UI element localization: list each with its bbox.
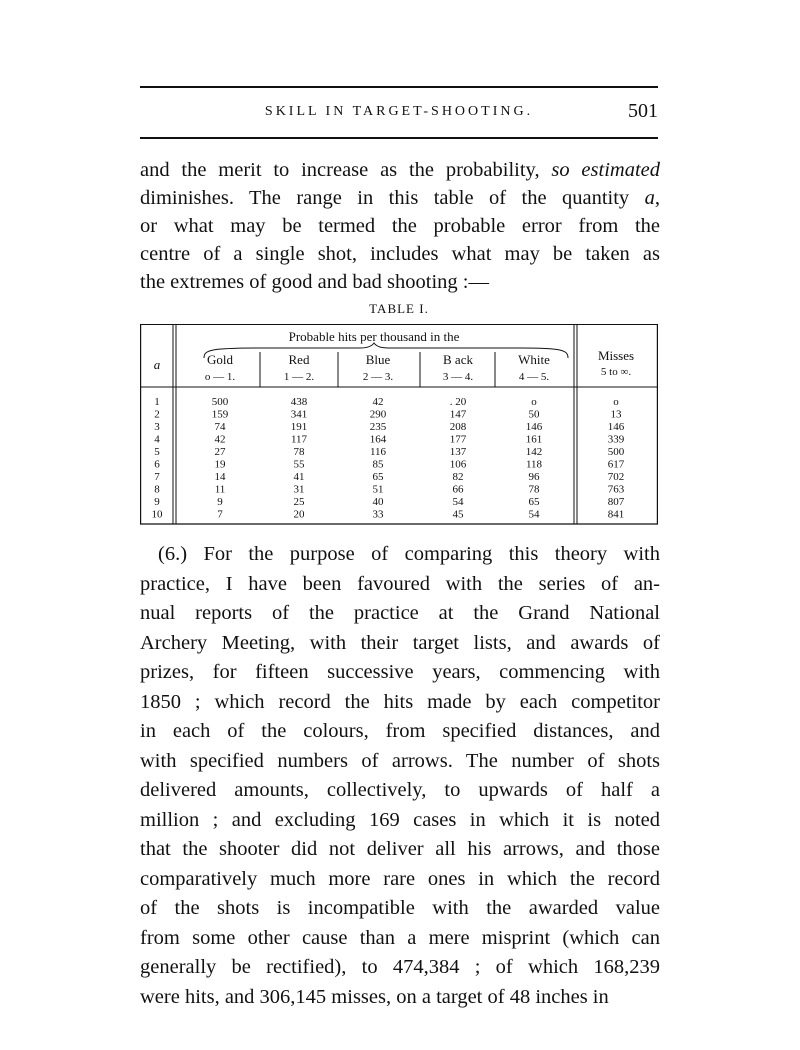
table-cell: 14	[214, 471, 226, 483]
table-cell: 146	[525, 421, 543, 433]
table-cell: 41	[293, 471, 305, 483]
text-line: prizes, for fifteen successive years, commencing with	[140, 661, 660, 683]
table-cell: 42	[214, 433, 226, 446]
table-cell: o	[613, 396, 619, 408]
table-cell: 117	[290, 433, 308, 446]
text-line: Archery Meeting, with their target lists, and awards of	[140, 631, 660, 654]
table-cell: 147	[449, 408, 467, 421]
table-cell: 65	[528, 496, 540, 508]
table-cell: 208	[449, 421, 467, 433]
table-cell: 146	[607, 421, 625, 433]
row-label: 2	[154, 408, 160, 421]
table-cell: 74	[214, 421, 226, 433]
table-cell: 25	[293, 496, 305, 508]
table-cell: 96	[528, 471, 540, 483]
table-cell: 55	[293, 458, 305, 471]
table-cell: 51	[372, 483, 384, 496]
text-line: in each of the colours, from specified distances, and	[140, 720, 660, 742]
table-cell: 339	[607, 433, 625, 446]
text-line: practice, I have been favoured with the series of an-	[140, 572, 660, 595]
running-title: SKILL IN TARGET-SHOOTING.	[264, 104, 534, 119]
table-cell: 19	[214, 458, 226, 471]
table-cell: 82	[452, 471, 464, 483]
text-line: delivered amounts, collectively, to upwards of half a	[140, 779, 660, 801]
row-label: 1	[154, 396, 160, 408]
text-line: million ; and excluding 169 cases in which it is noted	[140, 808, 660, 831]
row-label: 9	[154, 496, 160, 508]
table-cell: 807	[607, 496, 625, 508]
probability-table	[140, 324, 658, 525]
table-cell: 118	[525, 458, 543, 471]
table-cell: 617	[607, 458, 625, 471]
column-range: 2 — 3.	[362, 371, 394, 383]
column-range: 3 — 4.	[442, 371, 474, 383]
row-label: 3	[154, 421, 160, 433]
table-cell: 116	[369, 446, 387, 458]
misses-range: 5 to ∞.	[600, 366, 632, 378]
table-cell: 78	[528, 483, 540, 496]
text-line: nual reports of the practice at the Grand National	[140, 602, 660, 624]
table-cell: 27	[214, 446, 226, 458]
table-cell: 66	[452, 483, 464, 496]
column-header: White	[518, 352, 550, 367]
table-cell: 159	[211, 408, 229, 421]
paragraph-intro	[140, 156, 660, 296]
paragraph-archery	[140, 540, 660, 1012]
running-head	[140, 100, 658, 124]
table-cell: 438	[290, 396, 308, 408]
column-range: 4 — 5.	[518, 371, 550, 383]
table-cell: 763	[607, 483, 625, 496]
table-cell: 45	[452, 508, 464, 521]
italic-text: a	[644, 187, 655, 209]
table-cell: 177	[449, 433, 467, 446]
header-rule-top	[140, 86, 658, 88]
table-cell: 161	[525, 433, 543, 446]
table-cell: 164	[369, 433, 387, 446]
table-cell: 290	[369, 408, 387, 421]
table-cell: 40	[372, 496, 384, 508]
table-cell: 341	[290, 408, 308, 421]
table-cell: o	[531, 396, 537, 408]
table-grid	[140, 324, 658, 525]
text-line: were hits, and 306,145 misses, on a target of 48 inches in	[140, 985, 609, 1008]
italic-text: so estimated	[551, 159, 660, 181]
text-line: from some other cause than a mere misprint (which can	[140, 926, 660, 949]
column-range: o — 1.	[204, 371, 236, 383]
row-label: 10	[151, 508, 163, 521]
table-cell: 33	[372, 508, 384, 521]
table-cell: 13	[610, 408, 622, 421]
table-cell: 142	[525, 446, 543, 458]
table-cell: 702	[607, 471, 625, 483]
text-line: or what may be termed the probable error from the	[140, 215, 660, 237]
table-cell: 54	[528, 508, 540, 521]
table-cell: 50	[528, 408, 540, 421]
column-range: 1 — 2.	[283, 371, 315, 383]
row-label: 5	[154, 446, 160, 458]
table-cell: 500	[211, 396, 229, 408]
table-cell: 20	[293, 508, 305, 521]
header-rule-bottom	[140, 137, 658, 139]
table-cell: 54	[452, 496, 464, 508]
table-cell: 7	[217, 508, 223, 521]
table-cell: 841	[607, 508, 625, 521]
text-line: and the merit to increase as the probability, so estimated	[140, 159, 660, 181]
table-cell: 191	[290, 421, 308, 433]
text-line: centre of a single shot, includes what may be taken as	[140, 243, 660, 265]
table-cell: 78	[293, 446, 305, 458]
column-header: Red	[288, 352, 310, 367]
text-line: diminishes. The range in this table of the quantity a,	[140, 187, 660, 209]
table-cell: 85	[372, 458, 384, 471]
misses-header: Misses	[597, 348, 635, 363]
table-caption: TABLE I.	[369, 301, 429, 316]
text-line: (6.) For the purpose of comparing this theory with	[158, 543, 660, 565]
text-line: of the shots is incompatible with the awarded value	[140, 897, 660, 919]
row-label: 6	[154, 458, 160, 471]
column-header: B ack	[443, 352, 473, 367]
table-cell: . 20	[449, 396, 467, 408]
table-cell: 235	[369, 421, 387, 433]
row-label: 8	[154, 483, 160, 496]
text-line: 1850 ; which record the hits made by each competitor	[140, 690, 660, 713]
table-cell: 106	[449, 458, 467, 471]
group-header: Probable hits per thousand in the	[288, 329, 460, 344]
text-line: generally be rectified), to 474,384 ; of which 168,239	[140, 956, 660, 978]
text-line: the extremes of good and bad shooting :—	[140, 271, 490, 293]
table-cell: 11	[214, 483, 226, 496]
table-cell: 65	[372, 471, 384, 483]
column-header: Gold	[207, 352, 233, 367]
text-line: comparatively much more rare ones in which the record	[140, 867, 660, 890]
table-cell: 9	[217, 496, 223, 508]
row-label: 4	[154, 433, 160, 446]
text-line: that the shooter did not deliver all his arrows, and those	[140, 838, 660, 860]
row-label-header: a	[153, 357, 161, 372]
table-cell: 137	[449, 446, 467, 458]
column-header: Blue	[365, 352, 391, 367]
page-number: 501	[628, 100, 658, 122]
table-cell: 31	[293, 483, 305, 496]
text-line: with specified numbers of arrows. The number of shots	[140, 749, 660, 772]
table-cell: 42	[372, 396, 384, 408]
row-label: 7	[154, 471, 160, 483]
table-cell: 500	[607, 446, 625, 458]
